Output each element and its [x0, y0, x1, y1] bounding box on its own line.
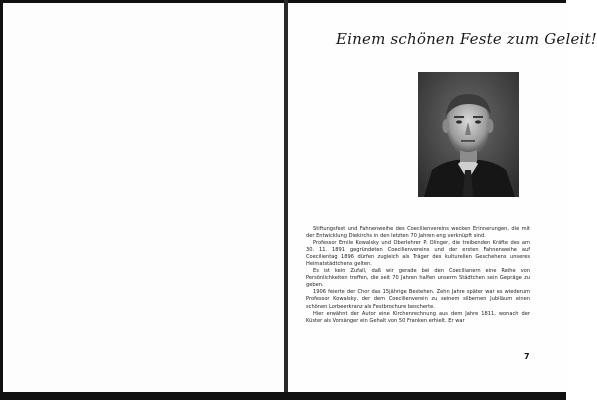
portrait-photo — [418, 72, 519, 197]
paragraph-3: Es ist kein Zufall, daß wir gerade bei den Coecilianern eine Reihe von Persönlichkeiten treffen, die seit 70 Jahren halfen unserm Städtchen sein Gepräge zu geben. — [306, 268, 530, 289]
page-number: 7 — [524, 352, 530, 361]
page-heading: Einem schönen Feste zum Geleit! — [336, 30, 597, 48]
article-body — [306, 226, 530, 325]
paragraph-2: Professor Emile Kowalsky und Oberlehrer P. Olinger, die treibenden Kräfte des am 30. 11. 1891 gegründeten Coecilienvereins und der ersten Fahnenweihe auf Coecilientag 1896 dürfen zugleich als Träger des kulturellen Geschehens unseres Heimatstädtchens gelten. — [306, 240, 530, 268]
scan-edge-bottom — [0, 392, 566, 400]
paragraph-1: Stiftungsfest und Fahnenweihe des Coecilienvereins wecken Erinnerungen, die mit der Entwicklung Diekirchs in den letzten 70 Jahren eng verknüpft sind. — [306, 226, 530, 240]
portrait-photo-icon — [418, 72, 519, 197]
right-page — [288, 3, 597, 392]
left-page-blank — [3, 3, 285, 392]
paragraph-5: Hier erwähnt der Autor eine Kirchenrechnung aus dem Jahre 1811, wonach der Küster als Vorsänger ein Gehalt von 50 Franken erhielt. Er war — [306, 310, 530, 324]
paragraph-4: 1906 feierte der Chor das 15jährige Bestehen. Zehn Jahre später war es wiederum Professor Kowalsky, der dem Coecilienverein zu seinem silbernen Jubiläum einen schönen Lorbeerkranz als Festbrochure bescherte. — [306, 289, 530, 310]
